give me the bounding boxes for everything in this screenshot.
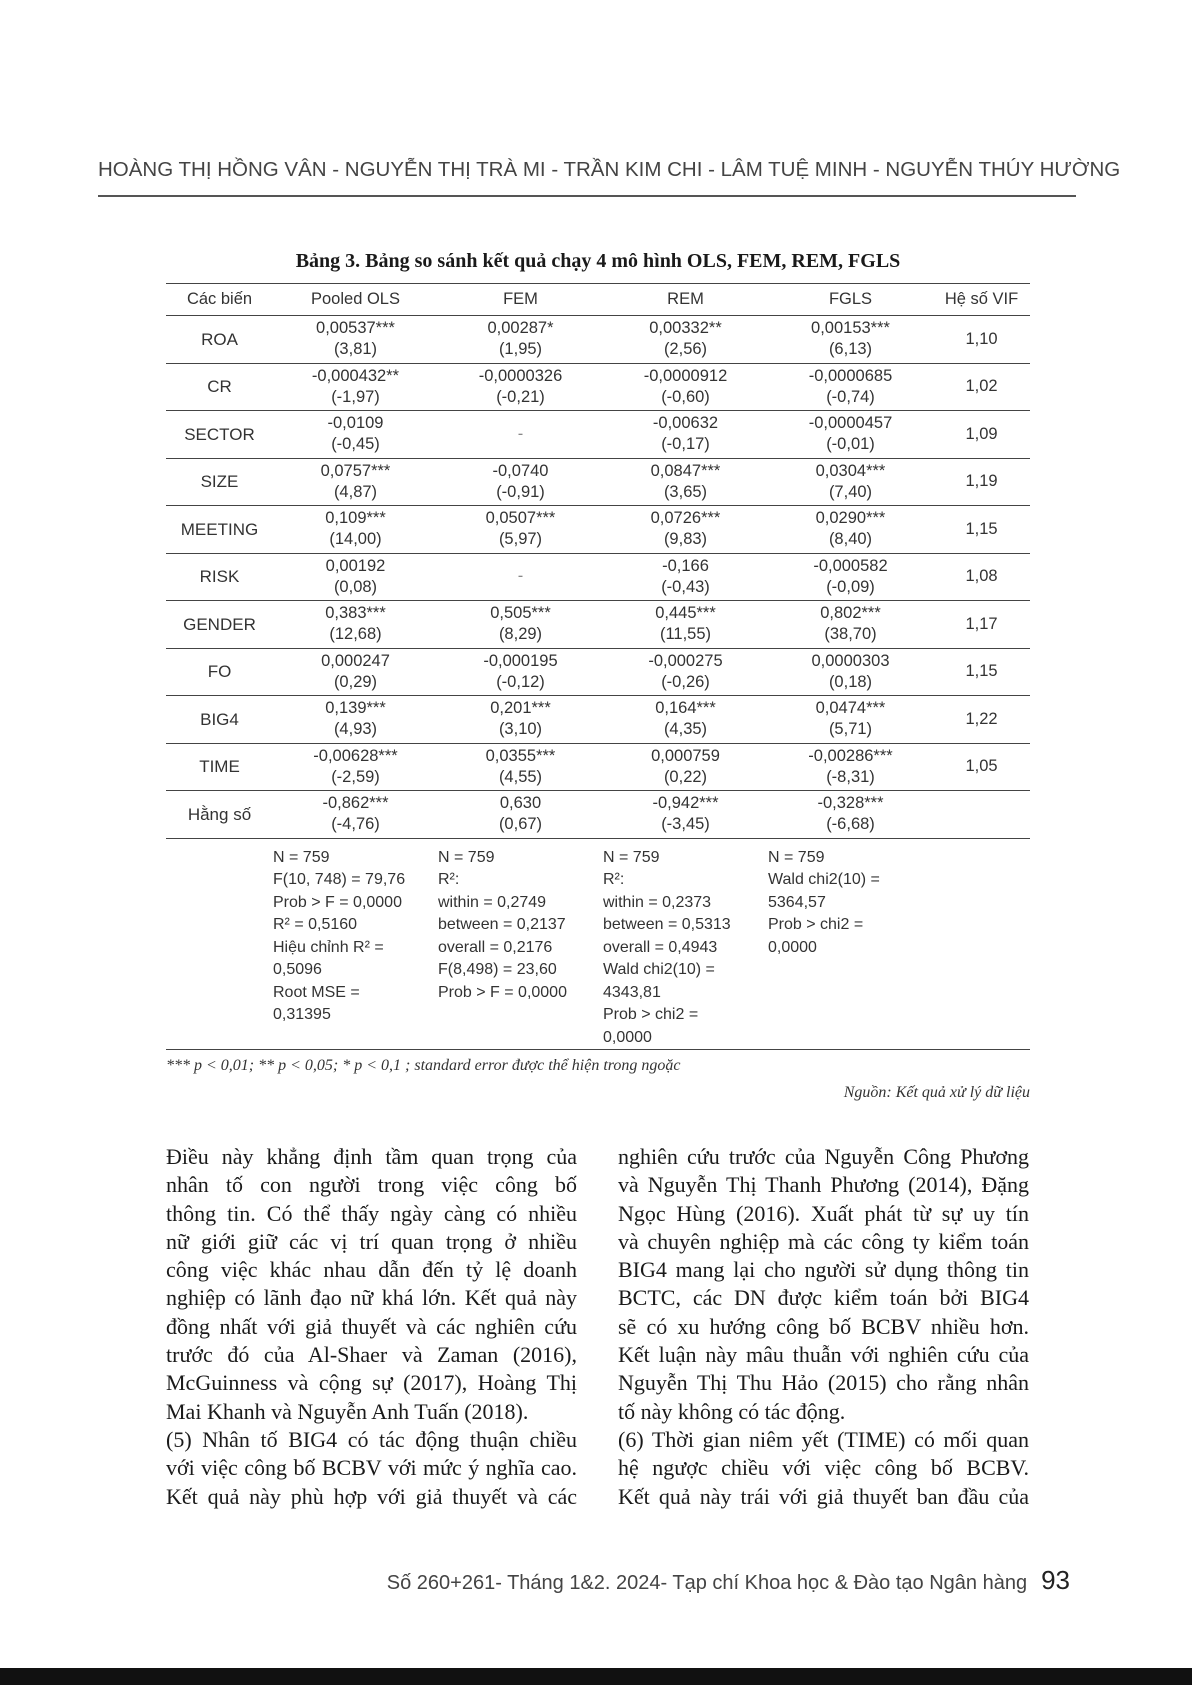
table-row bbox=[166, 363, 1030, 411]
standard-error: (-1,97) bbox=[331, 387, 380, 406]
coefficient: 0,0304*** bbox=[815, 461, 886, 480]
text-line: Ngọc Hùng (2016). Xuất phát từ sự uy tín bbox=[618, 1200, 1029, 1226]
text-line: Kết quả này trái với giả thuyết ban đầu của bbox=[618, 1483, 1029, 1509]
coefficient: -0,862*** bbox=[322, 794, 389, 813]
page-footer bbox=[300, 1565, 1070, 1596]
cell-fgls bbox=[768, 458, 933, 506]
standard-error: (5,97) bbox=[498, 530, 543, 549]
variable-name: FO bbox=[166, 648, 273, 696]
cell-fgls bbox=[768, 553, 933, 601]
text-line: BIG4 mang lại cho người sử dụng thông tin bbox=[618, 1257, 1029, 1283]
page-number: 93 bbox=[1041, 1565, 1070, 1595]
variable-name: RISK bbox=[166, 553, 273, 601]
header-vif: Hệ số VIF bbox=[933, 284, 1030, 316]
stat-line: 5364,57 bbox=[768, 893, 826, 911]
vif-value: 1,10 bbox=[933, 316, 1030, 364]
standard-error: (-2,59) bbox=[331, 767, 380, 786]
coefficient: - bbox=[517, 567, 524, 586]
table-row bbox=[166, 743, 1030, 791]
stat-line: N = 759 bbox=[768, 848, 825, 866]
coefficient: 0,00153*** bbox=[811, 319, 890, 338]
cell-ols bbox=[273, 648, 438, 696]
vif-value: 1,09 bbox=[933, 411, 1030, 459]
regression-results-table bbox=[166, 283, 1030, 1050]
table-header-row bbox=[166, 284, 1030, 316]
cell-rem bbox=[603, 791, 768, 839]
vif-value: 1,15 bbox=[933, 506, 1030, 554]
text-line: (6) Thời gian niêm yết (TIME) có mối quan bbox=[618, 1426, 1029, 1452]
cell-fgls bbox=[768, 696, 933, 744]
stat-line: overall = 0,2176 bbox=[438, 938, 553, 956]
cell-ols bbox=[273, 458, 438, 506]
standard-error: (0,29) bbox=[333, 672, 378, 691]
cell-fem bbox=[438, 506, 603, 554]
variable-name: CR bbox=[166, 363, 273, 411]
cell-fgls bbox=[768, 363, 933, 411]
cell-fgls bbox=[768, 791, 933, 839]
coefficient: 0,0507*** bbox=[485, 509, 556, 528]
cell-rem bbox=[603, 506, 768, 554]
header-fem: FEM bbox=[438, 284, 603, 316]
coefficient: 0,630 bbox=[499, 794, 542, 813]
standard-error: (-3,45) bbox=[661, 815, 710, 834]
standard-error: (12,68) bbox=[329, 625, 382, 644]
stat-line: R²: bbox=[438, 871, 460, 888]
standard-error: (1,95) bbox=[498, 340, 543, 359]
cell-ols bbox=[273, 791, 438, 839]
standard-error: (0,67) bbox=[498, 815, 543, 834]
table-row bbox=[166, 411, 1030, 459]
coefficient: - bbox=[517, 424, 524, 443]
stat-line: overall = 0,4943 bbox=[603, 938, 718, 956]
coefficient: 0,0355*** bbox=[485, 746, 556, 765]
header-rem: REM bbox=[603, 284, 768, 316]
table-footnote: *** p < 0,01; ** p < 0,05; * p < 0,1 ; standard error được thể hiện trong ngoặc bbox=[166, 1057, 681, 1074]
text-line: nữ giới giữ các vị trí quan trọng ở nhiều bbox=[166, 1228, 577, 1254]
cell-fgls bbox=[768, 601, 933, 649]
coefficient: 0,0726*** bbox=[650, 509, 721, 528]
cell-fem bbox=[438, 743, 603, 791]
coefficient: -0,000582 bbox=[813, 556, 888, 575]
cell-ols bbox=[273, 601, 438, 649]
table-title: Bảng 3. Bảng so sánh kết quả chạy 4 mô hình OLS, FEM, REM, FGLS bbox=[295, 250, 901, 272]
variable-name: SECTOR bbox=[166, 411, 273, 459]
stat-line: 0,5096 bbox=[273, 961, 322, 978]
stat-line: within = 0,2749 bbox=[438, 893, 547, 911]
cell-fem bbox=[438, 648, 603, 696]
text-line: thông tin. Có thể thấy ngày càng có nhiều bbox=[166, 1200, 577, 1226]
coefficient: 0,000759 bbox=[651, 746, 720, 765]
coefficient: -0,0000685 bbox=[808, 366, 893, 385]
header-pooled-ols: Pooled OLS bbox=[273, 284, 438, 316]
standard-error: (-0,60) bbox=[661, 387, 710, 406]
cell-ols bbox=[273, 553, 438, 601]
stat-line: F(8,498) = 23,60 bbox=[438, 961, 557, 978]
standard-error: (38,70) bbox=[824, 625, 877, 644]
variable-name: ROA bbox=[166, 316, 273, 364]
standard-error: (0,08) bbox=[333, 577, 378, 596]
stat-line: 0,31395 bbox=[273, 1006, 331, 1023]
text-line: nghiệp có lãnh đạo nữ khá lớn. Kết quả này bbox=[166, 1285, 577, 1311]
coefficient: 0,0474*** bbox=[815, 699, 886, 718]
bottom-bar bbox=[0, 1668, 1192, 1685]
cell-fgls bbox=[768, 316, 933, 364]
standard-error: (-0,45) bbox=[331, 435, 380, 454]
cell-fem bbox=[438, 458, 603, 506]
text-line: đồng nhất với giả thuyết và các nghiên cứu bbox=[166, 1313, 577, 1339]
table-row bbox=[166, 601, 1030, 649]
coefficient: 0,000247 bbox=[321, 651, 390, 670]
coefficient: 0,0290*** bbox=[815, 509, 886, 528]
cell-rem bbox=[603, 316, 768, 364]
coefficient: 0,383*** bbox=[325, 604, 386, 623]
variable-name: GENDER bbox=[166, 601, 273, 649]
model-statistics-row bbox=[166, 838, 1030, 1050]
text-line: và Nguyễn Thị Thanh Phương (2014), Đặng bbox=[618, 1172, 1029, 1198]
cell-ols bbox=[273, 411, 438, 459]
text-line: sẽ có xu hướng công bố BCBV nhiều hơn. bbox=[618, 1313, 1029, 1339]
standard-error: (3,81) bbox=[333, 340, 378, 359]
stat-line: between = 0,5313 bbox=[603, 916, 731, 933]
body-column-right bbox=[618, 1143, 1029, 1511]
variable-name: SIZE bbox=[166, 458, 273, 506]
vif-value: 1,08 bbox=[933, 553, 1030, 601]
stat-line: N = 759 bbox=[273, 848, 330, 866]
stat-line: N = 759 bbox=[603, 848, 660, 866]
stat-line: R²: bbox=[603, 871, 625, 888]
stats-ols bbox=[273, 838, 438, 1050]
cell-rem bbox=[603, 458, 768, 506]
text-line: với việc công bố BCBV với mức ý nghĩa cao. bbox=[166, 1455, 577, 1481]
standard-error: (-0,43) bbox=[661, 577, 710, 596]
coefficient: 0,505*** bbox=[490, 604, 551, 623]
standard-error: (2,56) bbox=[663, 340, 708, 359]
stats-fem bbox=[438, 838, 603, 1050]
text-line: tố này không có tác động. bbox=[618, 1398, 846, 1424]
coefficient: -0,000275 bbox=[648, 651, 723, 670]
stat-line: N = 759 bbox=[438, 848, 495, 866]
running-header-authors: HOÀNG THỊ HỒNG VÂN - NGUYỄN THỊ TRÀ MI - TRẦN KIM CHI - LÂM TUỆ MINH - NGUYỄN THÚY HƯỜNG bbox=[98, 158, 1121, 181]
table-row bbox=[166, 553, 1030, 601]
stats-vif-spacer bbox=[933, 838, 1030, 1050]
cell-fgls bbox=[768, 648, 933, 696]
stat-line: Prob > chi2 = bbox=[603, 1006, 699, 1023]
standard-error: (4,35) bbox=[663, 720, 708, 739]
standard-error: (5,71) bbox=[828, 720, 873, 739]
cell-fem bbox=[438, 696, 603, 744]
cell-ols bbox=[273, 506, 438, 554]
coefficient: 0,802*** bbox=[820, 604, 881, 623]
coefficient: -0,328*** bbox=[817, 794, 884, 813]
stat-line: 4343,81 bbox=[603, 983, 661, 1001]
coefficient: -0,000432** bbox=[311, 366, 400, 385]
standard-error: (-0,01) bbox=[826, 435, 875, 454]
coefficient: -0,0000457 bbox=[808, 414, 893, 433]
stats-fgls bbox=[768, 838, 933, 1050]
cell-rem bbox=[603, 363, 768, 411]
table-row bbox=[166, 648, 1030, 696]
table-row bbox=[166, 506, 1030, 554]
standard-error: (4,55) bbox=[498, 767, 543, 786]
coefficient: -0,0109 bbox=[327, 414, 384, 433]
coefficient: 0,0847*** bbox=[650, 461, 721, 480]
cell-fem bbox=[438, 363, 603, 411]
table-row bbox=[166, 791, 1030, 839]
cell-rem bbox=[603, 553, 768, 601]
standard-error: (-0,91) bbox=[496, 482, 545, 501]
text-line: (5) Nhân tố BIG4 có tác động thuận chiều bbox=[166, 1426, 577, 1452]
standard-error: (3,10) bbox=[498, 720, 543, 739]
text-line: hệ ngược chiều với việc công bố BCBV. bbox=[618, 1455, 1029, 1481]
cell-fem bbox=[438, 316, 603, 364]
variable-name: BIG4 bbox=[166, 696, 273, 744]
table-source: Nguồn: Kết quả xử lý dữ liệu bbox=[843, 1084, 1030, 1101]
vif-value: 1,22 bbox=[933, 696, 1030, 744]
standard-error: (0,18) bbox=[828, 672, 873, 691]
vif-value bbox=[933, 791, 1030, 839]
coefficient: 0,445*** bbox=[655, 604, 716, 623]
coefficient: 0,00332** bbox=[649, 319, 722, 338]
variable-name: TIME bbox=[166, 743, 273, 791]
vif-value: 1,15 bbox=[933, 648, 1030, 696]
coefficient: -0,00632 bbox=[652, 414, 719, 433]
stat-line: Prob > chi2 = bbox=[768, 916, 864, 933]
stat-line: Root MSE = bbox=[273, 983, 360, 1001]
header-fgls: FGLS bbox=[768, 284, 933, 316]
header-variables: Các biến bbox=[166, 284, 273, 316]
cell-fgls bbox=[768, 506, 933, 554]
text-line: McGuinness và cộng sự (2017), Hoàng Thị bbox=[166, 1370, 577, 1396]
text-line: BCTC, các DN được kiểm toán bởi BIG4 bbox=[618, 1285, 1029, 1311]
standard-error: (-6,68) bbox=[826, 815, 875, 834]
cell-fem bbox=[438, 553, 603, 601]
standard-error: (-0,17) bbox=[661, 435, 710, 454]
cell-rem bbox=[603, 743, 768, 791]
cell-rem bbox=[603, 696, 768, 744]
stat-line: 0,0000 bbox=[603, 1028, 652, 1046]
body-column-left bbox=[166, 1143, 577, 1511]
cell-fem bbox=[438, 601, 603, 649]
journal-info: Số 260+261- Tháng 1&2. 2024- Tạp chí Khoa học & Đào tạo Ngân hàng bbox=[386, 1572, 1028, 1594]
text-line: Kết quả này phù hợp với giả thuyết và các bbox=[166, 1483, 577, 1509]
cell-rem bbox=[603, 411, 768, 459]
header-divider bbox=[98, 195, 1076, 197]
cell-fem bbox=[438, 791, 603, 839]
cell-fgls bbox=[768, 411, 933, 459]
coefficient: -0,0000912 bbox=[643, 366, 728, 385]
stat-line: Wald chi2(10) = bbox=[768, 871, 880, 888]
vif-value: 1,02 bbox=[933, 363, 1030, 411]
text-line: trước đó của Al-Shaer và Zaman (2016), bbox=[166, 1342, 577, 1368]
coefficient: 0,00537*** bbox=[316, 319, 395, 338]
coefficient: 0,201*** bbox=[490, 699, 551, 718]
standard-error: (-8,31) bbox=[826, 767, 875, 786]
cell-ols bbox=[273, 316, 438, 364]
standard-error: (6,13) bbox=[828, 340, 873, 359]
text-line: Mai Khanh và Nguyễn Anh Tuấn (2018). bbox=[166, 1398, 529, 1424]
vif-value: 1,05 bbox=[933, 743, 1030, 791]
stat-line: R² = 0,5160 bbox=[273, 916, 358, 933]
coefficient: -0,000195 bbox=[483, 651, 558, 670]
text-line: nghiên cứu trước của Nguyễn Công Phương bbox=[618, 1144, 1029, 1169]
cell-fgls bbox=[768, 743, 933, 791]
variable-name: Hằng số bbox=[166, 791, 273, 839]
standard-error: (3,65) bbox=[663, 482, 708, 501]
standard-error: (8,40) bbox=[828, 530, 873, 549]
standard-error: (11,55) bbox=[659, 625, 712, 644]
coefficient: -0,166 bbox=[662, 556, 709, 575]
coefficient: 0,00287* bbox=[487, 319, 554, 338]
standard-error: (-0,12) bbox=[496, 672, 545, 691]
coefficient: 0,0757*** bbox=[320, 461, 391, 480]
cell-fem bbox=[438, 411, 603, 459]
cell-ols bbox=[273, 363, 438, 411]
cell-ols bbox=[273, 696, 438, 744]
table-row bbox=[166, 458, 1030, 506]
stats-rem bbox=[603, 838, 768, 1050]
vif-value: 1,19 bbox=[933, 458, 1030, 506]
stat-line: Prob > F = 0,0000 bbox=[438, 983, 567, 1001]
table-row bbox=[166, 696, 1030, 744]
standard-error: (0,22) bbox=[663, 767, 708, 786]
coefficient: 0,109*** bbox=[325, 509, 386, 528]
coefficient: -0,0740 bbox=[492, 461, 549, 480]
coefficient: 0,00192 bbox=[325, 556, 386, 575]
cell-rem bbox=[603, 601, 768, 649]
cell-rem bbox=[603, 648, 768, 696]
coefficient: -0,00628*** bbox=[313, 746, 398, 765]
text-line: và chuyên nghiệp mà các công ty kiểm toán bbox=[618, 1228, 1029, 1254]
stat-line: within = 0,2373 bbox=[603, 893, 712, 911]
standard-error: (-0,09) bbox=[826, 577, 875, 596]
stat-line: Hiệu chỉnh R² = bbox=[273, 938, 384, 956]
coefficient: 0,0000303 bbox=[811, 651, 890, 670]
table-row bbox=[166, 316, 1030, 364]
coefficient: -0,942*** bbox=[652, 794, 719, 813]
text-line: nhân tố con người trong việc công bố bbox=[166, 1172, 577, 1198]
standard-error: (-0,21) bbox=[496, 387, 545, 406]
stat-line: 0,0000 bbox=[768, 938, 817, 956]
standard-error: (9,83) bbox=[663, 530, 708, 549]
coefficient: 0,164*** bbox=[655, 699, 716, 718]
coefficient: 0,139*** bbox=[325, 699, 386, 718]
stat-line: Prob > F = 0,0000 bbox=[273, 893, 402, 911]
stats-spacer bbox=[166, 838, 273, 1050]
standard-error: (-0,74) bbox=[826, 387, 875, 406]
standard-error: (-0,26) bbox=[661, 672, 710, 691]
coefficient: -0,0000326 bbox=[478, 366, 563, 385]
coefficient: -0,00286*** bbox=[808, 746, 893, 765]
cell-ols bbox=[273, 743, 438, 791]
stat-line: F(10, 748) = 79,76 bbox=[273, 871, 406, 888]
text-line: Điều này khẳng định tầm quan trọng của bbox=[166, 1144, 577, 1169]
table-body bbox=[166, 316, 1030, 1050]
stat-line: between = 0,2137 bbox=[438, 916, 566, 933]
standard-error: (-4,76) bbox=[331, 815, 380, 834]
standard-error: (7,40) bbox=[828, 482, 873, 501]
standard-error: (8,29) bbox=[498, 625, 543, 644]
standard-error: (4,87) bbox=[333, 482, 378, 501]
variable-name: MEETING bbox=[166, 506, 273, 554]
text-line: công việc khác nhau dẫn đến tỷ lệ doanh bbox=[166, 1257, 577, 1283]
text-line: Kết luận này mâu thuẫn với nghiên cứu của bbox=[618, 1342, 1029, 1368]
standard-error: (14,00) bbox=[329, 530, 382, 549]
vif-value: 1,17 bbox=[933, 601, 1030, 649]
stat-line: Wald chi2(10) = bbox=[603, 961, 715, 978]
text-line: Nguyễn Thị Thu Hảo (2015) cho rằng nhân bbox=[618, 1370, 1029, 1396]
standard-error: (4,93) bbox=[333, 720, 378, 739]
